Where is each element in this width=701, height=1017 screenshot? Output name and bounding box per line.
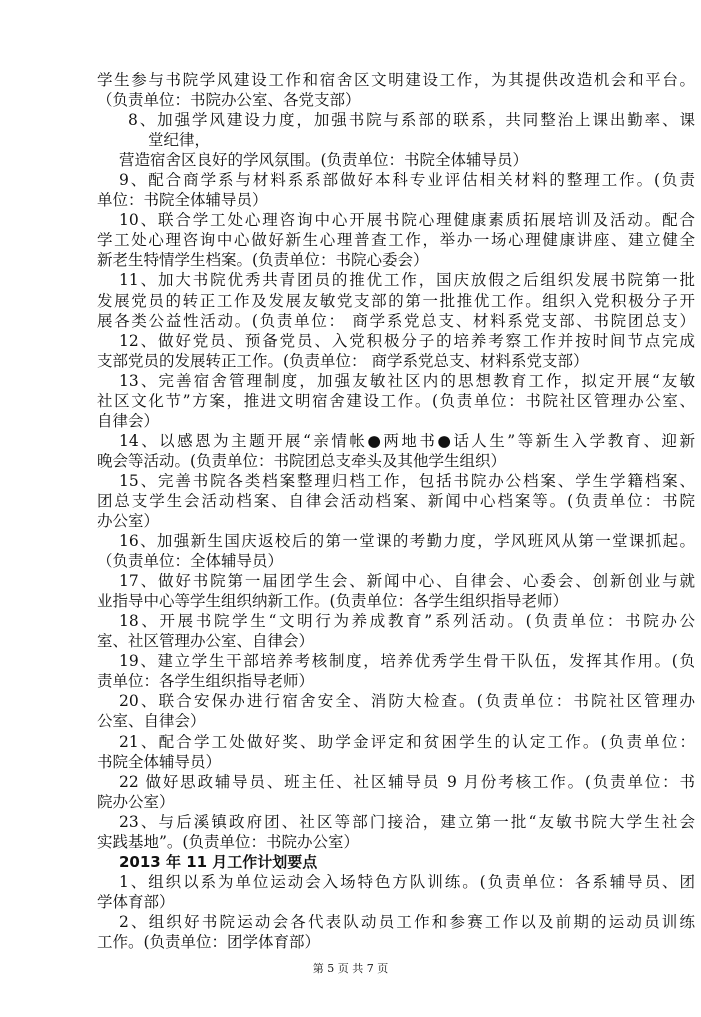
text-line: 新老生特情学生档案。(负责单位：书院心委会）	[97, 251, 429, 269]
text-line: （负责单位：全体辅导员）	[97, 552, 284, 570]
text-line: 1、组织以系为单位运动会入场特色方队训练。(负责单位：各系辅导员、团	[119, 873, 695, 891]
section-heading: 2013 年 11 月工作计划要点	[119, 853, 318, 871]
text-line: 堂纪律，	[148, 131, 211, 149]
text-line: 9、配合商学系与材料系系部做好本科专业评估相关材料的整理工作。(负责	[119, 171, 695, 189]
text-line: 学生参与书院学风建设工作和宿舍区文明建设工作，为其提供改造机会和平台。	[97, 71, 695, 89]
text-line: 20、联合安保办进行宿舍安全、消防大检查。(负责单位：书院社区管理办	[119, 692, 695, 710]
text-line: 工作。(负责单位：团学体育部）	[97, 933, 321, 951]
text-line: 17、做好书院第一届团学生会、新闻中心、自律会、心委会、创新创业与就	[119, 572, 695, 590]
text-line: 业指导中心等学生组织纳新工作。(负责单位：各学生组织指导老师）	[97, 592, 569, 610]
text-line: 21、配合学工处做好奖、助学金评定和贫困学生的认定工作。(负责单位：	[119, 733, 695, 751]
text-line: 18、开展书院学生“文明行为养成教育”系列活动。(负责单位：书院办公	[119, 612, 695, 630]
text-line: 13、完善宿舍管理制度，加强友敏社区内的思想教育工作，拟定开展“友敏	[119, 372, 695, 390]
text-line: 单位：书院全体辅导员）	[97, 191, 268, 209]
text-line: 室、社区管理办公室、自律会）	[97, 632, 315, 650]
text-line: 办公室）	[97, 512, 160, 530]
text-line: 14、以感恩为主题开展“亲情帐●两地书●话人生”等新生入学教育、迎新	[119, 432, 695, 450]
text-line: 实践基地”。(负责单位：书院办公室）	[97, 833, 359, 851]
text-line: 责单位：各学生组织指导老师）	[97, 672, 315, 690]
text-line: 社区文化节”方案，推进文明宿舍建设工作。(负责单位：书院社区管理办公室、	[97, 392, 695, 410]
text-line: 16、加强新生国庆返校后的第一堂课的考勤力度，学风班风从第一堂课抓起。	[119, 532, 695, 550]
text-line: 10、联合学工处心理咨询中心开展书院心理健康素质拓展培训及活动。配合	[119, 211, 695, 229]
text-line: 22 做好思政辅导员、班主任、社区辅导员 9 月份考核工作。(负责单位：书	[119, 773, 695, 791]
text-line: 展各类公益性活动。(负责单位： 商学系党总支、材料系党支部、书院团总支）	[97, 312, 695, 330]
text-line: 2、组织好书院运动会各代表队动员工作和参赛工作以及前期的运动员训练	[119, 913, 695, 931]
text-line: 营造宿舍区良好的学风氛围。(负责单位：书院全体辅导员）	[119, 151, 529, 169]
text-line: 11、加大书院优秀共青团员的推优工作，国庆放假之后组织发展书院第一批	[119, 271, 695, 289]
text-line: 支部党员的发展转正工作。(负责单位： 商学系党总支、材料系党支部）	[97, 352, 589, 370]
text-line: 团总支学生会活动档案、自律会活动档案、新闻中心档案等。(负责单位：书院	[97, 492, 695, 510]
text-line: 23、与后溪镇政府团、社区等部门接洽，建立第一批“友敏书院大学生社会	[119, 813, 695, 831]
text-line: （负责单位：书院办公室、各党支部）	[97, 91, 361, 109]
text-line: 院办公室）	[97, 793, 175, 811]
text-line: 晚会等活动。(负责单位：书院团总支牵头及其他学生组织）	[97, 452, 507, 470]
text-line: 12、做好党员、预备党员、入党积极分子的培养考察工作并按时间节点完成	[119, 332, 695, 350]
text-line: 自律会）	[97, 412, 160, 430]
text-line: 发展党员的转正工作及发展友敏党支部的第一批推优工作。组织入党积极分子开	[97, 292, 695, 310]
text-line: 公室、自律会）	[97, 712, 206, 730]
text-line: 学工处心理咨询中心做好新生心理普查工作，举办一场心理健康讲座、建立健全	[97, 231, 695, 249]
text-line: 学体育部）	[97, 893, 175, 911]
page-footer: 第 5 页 共 7 页	[312, 962, 389, 975]
text-line: 19、建立学生干部培养考核制度，培养优秀学生骨干队伍，发挥其作用。(负	[119, 652, 695, 670]
text-line: 8、加强学风建设力度，加强书院与系部的联系，共同整治上课出勤率、课	[128, 111, 695, 129]
text-line: 15、完善书院各类档案整理归档工作，包括书院办公档案、学生学籍档案、	[119, 472, 695, 490]
text-line: 书院全体辅导员）	[97, 753, 222, 771]
